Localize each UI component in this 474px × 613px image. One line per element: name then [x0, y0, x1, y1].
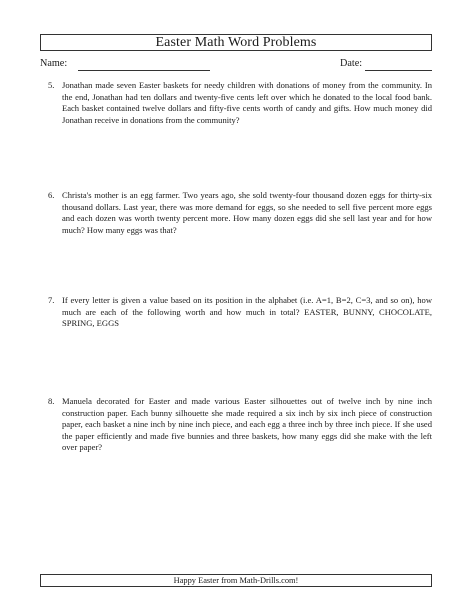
problem-5	[48, 80, 432, 126]
name-blank-line	[78, 70, 210, 71]
worksheet-title-text: Easter Math Word Problems	[155, 34, 317, 50]
problem-number: 7.	[48, 295, 55, 305]
problem-6	[48, 190, 432, 236]
problem-text: If every letter is given a value based on its position in the alphabet (i.e. A=1, B=2, C=3, and so on), how much are each of the following worth and how much in total? EASTER, BUNNY, CHOCOLATE, SPRING, EGGS	[62, 295, 432, 329]
problem-text: Christa's mother is an egg farmer. Two years ago, she sold twenty-four thousand dozen eggs for thirty-six thousand dollars. Last year, there was more demand for eggs, so she needed to sell five percent more eggs and each dozen was worth twenty percent more. How many dozen eggs did she sell last year and for how much? How many eggs was that?	[62, 190, 432, 235]
footer-text: Happy Easter from Math-Drills.com!	[173, 576, 299, 585]
name-date-row	[40, 58, 432, 74]
problem-number: 6.	[48, 190, 55, 200]
problem-8	[48, 396, 432, 454]
problem-number: 8.	[48, 396, 55, 406]
problem-7	[48, 295, 432, 330]
problem-number: 5.	[48, 80, 55, 90]
footer	[40, 574, 432, 587]
problem-text: Manuela decorated for Easter and made various Easter silhouettes out of twelve inch by nine inch construction paper. Each bunny silhouette she made required a six inch by six inch piece of construction paper, each basket a nine inch by nine inch piece, and each egg a three inch by three inch piece. If she used the paper efficiently and made five bunnies and three baskets, how many eggs did she make with the left over paper?	[62, 396, 432, 453]
problem-text: Jonathan made seven Easter baskets for needy children with donations of money from the community. In the end, Jonathan had ten dollars and twenty-five cents left over which he donated to the local food bank. Each basket contained twelve dollars and fifty-five cents worth of candy and gifts. How much money did Jonathan receive in donations from the community?	[62, 80, 432, 125]
date-label: Date:	[340, 58, 363, 69]
name-label: Name:	[40, 58, 68, 69]
worksheet-title	[40, 34, 432, 51]
date-blank-line	[365, 70, 432, 71]
